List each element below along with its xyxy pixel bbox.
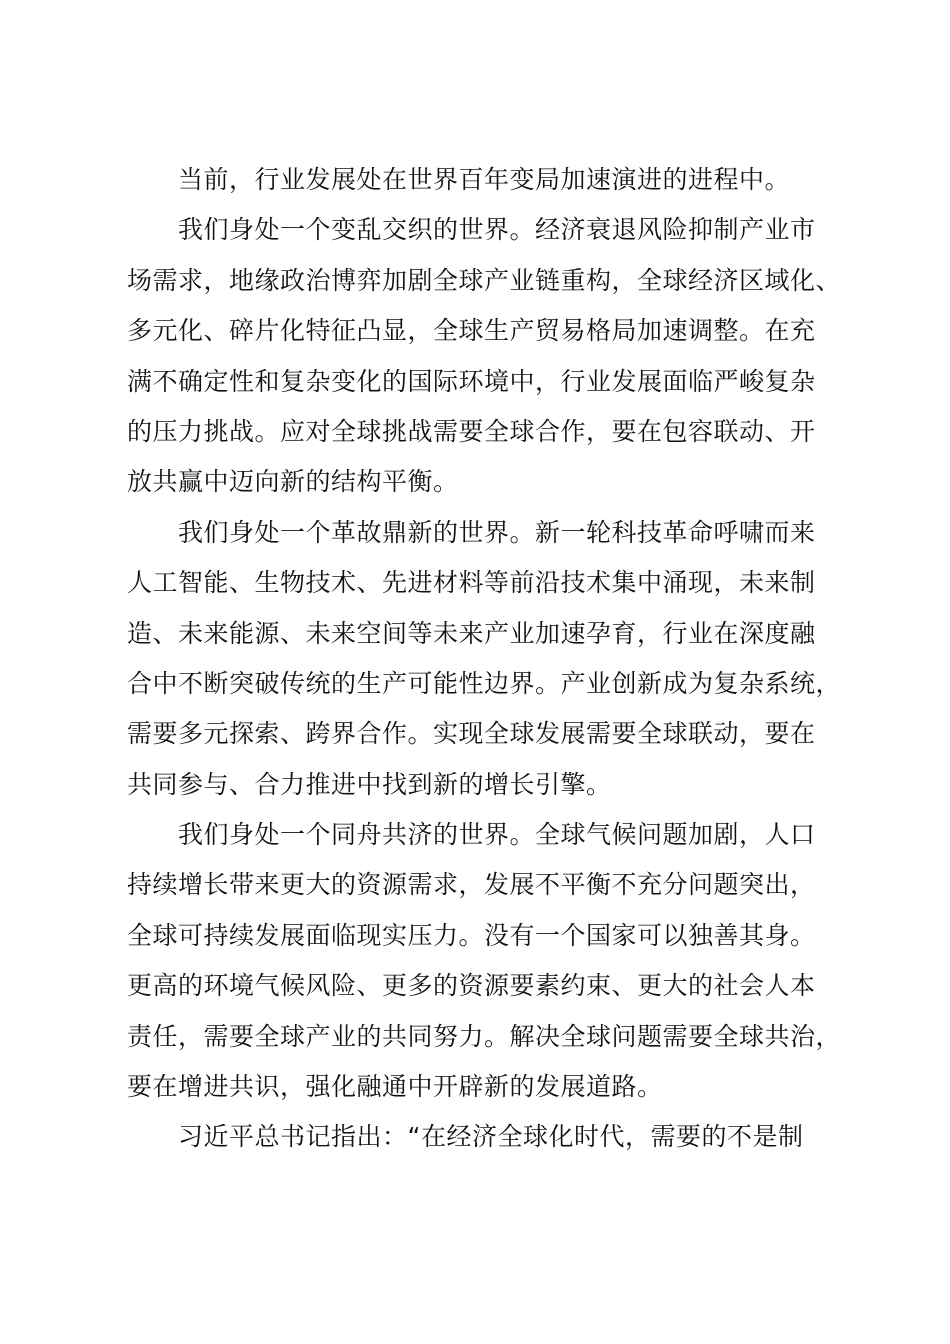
text-line: 持续增长带来更大的资源需求，发展不平衡不充分问题突出， xyxy=(127,870,816,900)
paragraph-first-line: 我们身处一个同舟共济的世界。全球气候问题加剧，人口 xyxy=(178,820,816,850)
text-line: 放共赢中迈向新的结构平衡。 xyxy=(127,467,459,497)
text-line: 满不确定性和复杂变化的国际环境中，行业发展面临严峻复杂 xyxy=(127,366,816,396)
paragraph-first-line: 我们身处一个变乱交织的世界。经济衰退风险抑制产业市 xyxy=(178,215,816,245)
paragraph-first-line: 习近平总书记指出：“在经济全球化时代，需要的不是制 xyxy=(178,1122,804,1152)
text-line: 全球可持续发展面临现实压力。没有一个国家可以独善其身。 xyxy=(127,920,816,950)
text-line: 更高的环境气候风险、更多的资源要素约束、更大的社会人本 xyxy=(127,971,816,1001)
text-line: 人工智能、生物技术、先进材料等前沿技术集中涌现，未来制 xyxy=(127,568,816,598)
paragraph-first-line: 当前，行业发展处在世界百年变局加速演进的进程中。 xyxy=(178,165,791,194)
text-line: 合中不断突破传统的生产可能性边界。产业创新成为复杂系统， xyxy=(127,668,842,698)
text-line: 的压力挑战。应对全球挑战需要全球合作，要在包容联动、开 xyxy=(127,416,816,446)
text-line: 需要多元探索、跨界合作。实现全球发展需要全球联动，要在 xyxy=(127,719,816,749)
text-line: 造、未来能源、未来空间等未来产业加速孕育，行业在深度融 xyxy=(127,618,816,648)
text-line: 共同参与、合力推进中找到新的增长引擎。 xyxy=(127,769,612,799)
text-line: 要在增进共识，强化融通中开辟新的发展道路。 xyxy=(127,1072,663,1102)
paragraph-first-line: 我们身处一个革故鼎新的世界。新一轮科技革命呼啸而来 xyxy=(178,517,816,547)
text-line: 多元化、碎片化特征凸显，全球生产贸易格局加速调整。在充 xyxy=(127,316,816,346)
text-line: 责任，需要全球产业的共同努力。解决全球问题需要全球共治， xyxy=(127,1021,842,1051)
text-line: 场需求，地缘政治博弈加剧全球产业链重构，全球经济区域化、 xyxy=(127,265,842,295)
body-text xyxy=(127,155,867,1163)
